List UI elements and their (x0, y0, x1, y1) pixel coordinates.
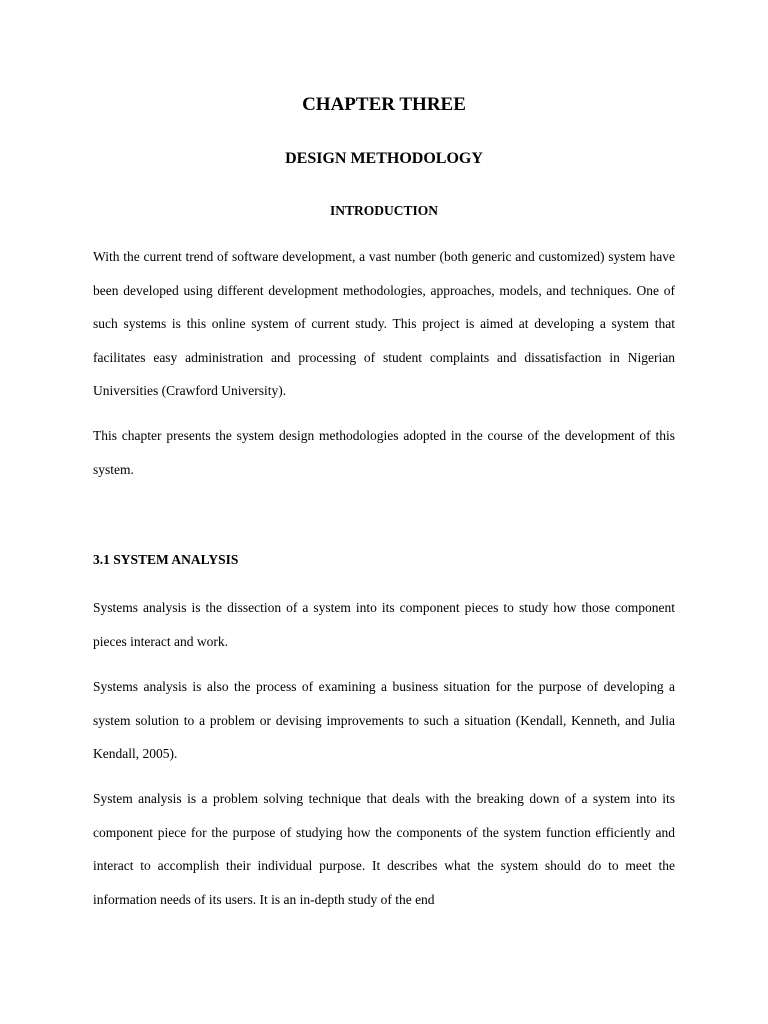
chapter-subtitle: DESIGN METHODOLOGY (285, 150, 483, 167)
section-heading-system-analysis: 3.1 SYSTEM ANALYSIS (93, 552, 239, 567)
section-paragraph-2: Systems analysis is also the process of examining a business situation for the purpose of developing a system solution to a problem or devising improvements to such a situation (Kendall, Kenneth, and Julia Kendall, 2005). (93, 679, 675, 761)
chapter-title: CHAPTER THREE (302, 94, 466, 115)
introduction-heading: INTRODUCTION (329, 203, 438, 218)
section-paragraph-1: Systems analysis is the dissection of a system into its component pieces to study how those component pieces interact and work. (93, 600, 675, 649)
intro-paragraph-2: This chapter presents the system design methodologies adopted in the course of the development of this system. (93, 428, 675, 477)
section-paragraph-3: System analysis is a problem solving technique that deals with the breaking down of a system into its component piece for the purpose of studying how the components of the system function efficiently and interact to accomplish their individual purpose. It describes what the system should do to meet the information needs of its users. It is an in-depth study of the end (93, 791, 675, 907)
intro-paragraph-1: With the current trend of software development, a vast number (both generic and customized) system have been developed using different development methodologies, approaches, models, and techniques. One of such systems is this online system of current study. This project is aimed at developing a system that facilitates easy administration and processing of student complaints and dissatisfaction in Nigerian Universities (Crawford University). (93, 249, 675, 398)
